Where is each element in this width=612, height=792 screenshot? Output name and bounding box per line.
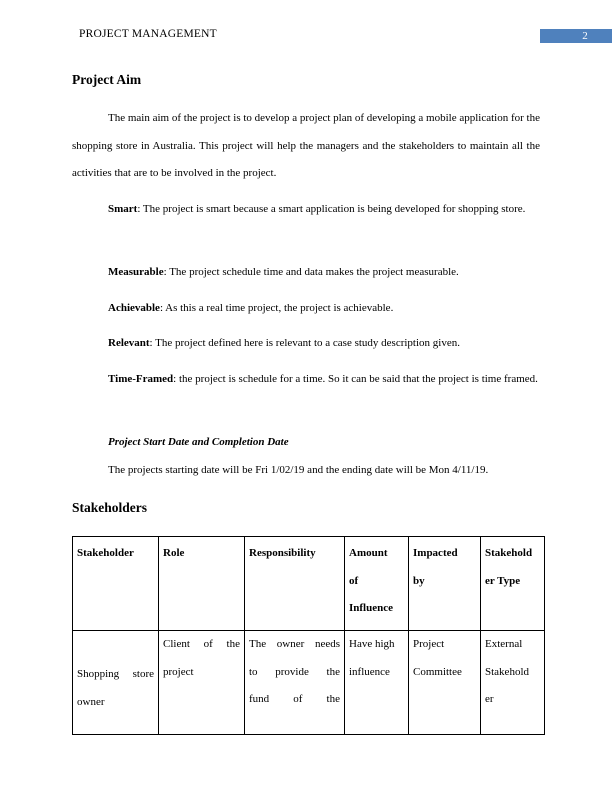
achievable-text: : As this a real time project, the project is achievable. <box>159 302 394 314</box>
relevant-term: Relevant <box>108 337 150 349</box>
cell-responsibility: The owner needs to provide the fund of the <box>245 631 345 735</box>
relevant-paragraph <box>108 337 460 349</box>
smart-text: : The project is smart because a smart application is being developed for shopping store. <box>137 203 526 215</box>
achievable-paragraph <box>108 302 393 314</box>
smart-term: Smart <box>108 203 138 215</box>
running-header-title: PROJECT MANAGEMENT <box>79 28 217 40</box>
dates-subheading: Project Start Date and Completion Date <box>108 436 289 448</box>
dates-paragraph: The projects starting date will be Fri 1/02/19 and the ending date will be Mon 4/11/19. <box>108 464 489 476</box>
time-framed-term: Time-Framed <box>108 373 174 385</box>
section-heading-stakeholders: Stakeholders <box>72 500 148 515</box>
header-stakeholder: Stakeholder <box>73 537 159 631</box>
stakeholder-table <box>72 536 545 735</box>
smart-paragraph <box>72 196 540 224</box>
cell-influence: Have high influence <box>345 631 409 735</box>
table-header-row <box>73 537 545 631</box>
cell-role: Client of the project <box>159 631 245 735</box>
cell-stakeholder-type: External Stakehold er <box>481 631 545 735</box>
measurable-term: Measurable <box>108 266 164 278</box>
header-stakeholder-type: Stakehold er Type <box>481 537 545 631</box>
time-framed-text: : the project is schedule for a time. So it can be said that the project is time framed. <box>173 373 538 385</box>
measurable-text: : The project schedule time and data makes the project measurable. <box>163 266 459 278</box>
header-role: Role <box>159 537 245 631</box>
page-number: 2 <box>582 30 588 42</box>
table-row <box>73 631 545 735</box>
relevant-text: : The project defined here is relevant to a case study description given. <box>149 337 460 349</box>
time-framed-paragraph <box>72 366 540 394</box>
aim-intro-paragraph: The main aim of the project is to develop a project plan of developing a mobile application for the shopping store in Australia. This project will help the managers and the stakeholders to maintain all the activities that are to be involved in the project. <box>72 112 540 179</box>
section-heading-project-aim: Project Aim <box>72 72 142 87</box>
header-responsibility: Responsibility <box>245 537 345 631</box>
page-number-box <box>540 29 612 43</box>
cell-stakeholder: Shopping store owner <box>73 631 159 735</box>
achievable-term: Achievable <box>108 302 160 314</box>
header-amount-of-influence: Amount of Influence <box>345 537 409 631</box>
cell-impacted-by: Project Committee <box>409 631 481 735</box>
header-impacted-by: Impacted by <box>409 537 481 631</box>
measurable-paragraph <box>108 266 459 278</box>
